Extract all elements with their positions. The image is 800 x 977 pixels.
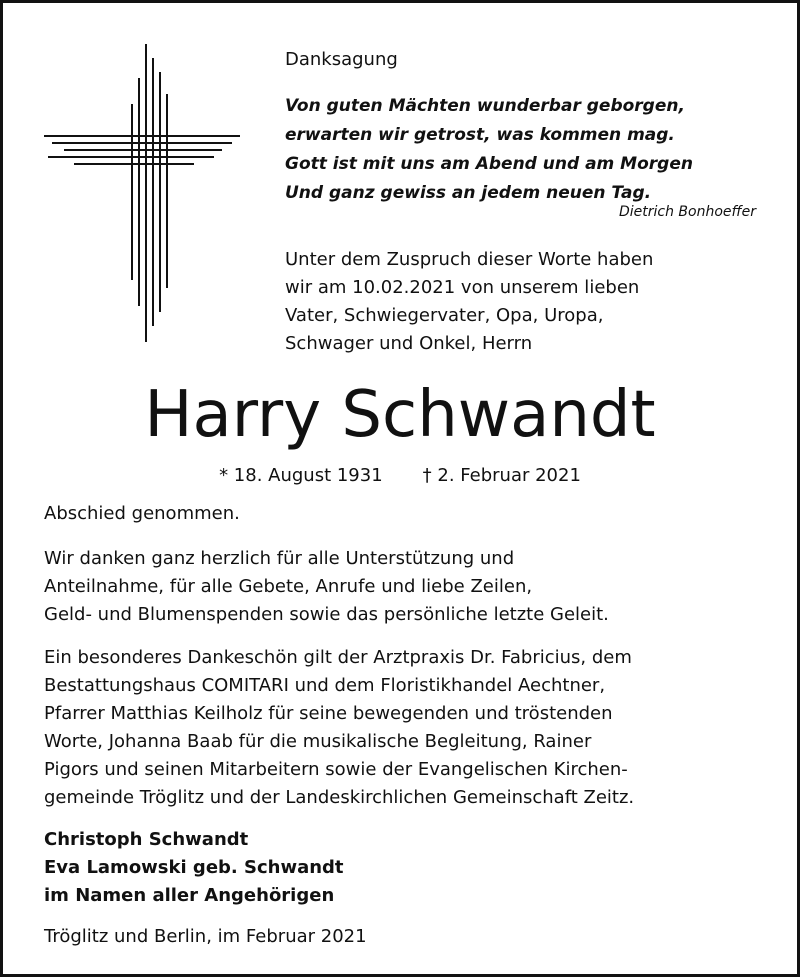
intro-line: Schwager und Onkel, Herrn <box>285 333 533 354</box>
life-dates <box>0 465 800 486</box>
thanks-general <box>44 545 609 629</box>
farewell-text: Abschied genommen. <box>44 503 240 524</box>
signer-line: im Namen aller Angehörigen <box>44 885 335 906</box>
thanks-line: Worte, Johanna Baab für die musikalische Begleitung, Rainer <box>44 731 592 752</box>
thanks-line: Geld- und Blumenspenden sowie das persönliche letzte Geleit. <box>44 604 609 625</box>
birth-date: * 18. August 1931 <box>219 465 383 486</box>
thanks-line: gemeinde Tröglitz und der Landeskirchlichen Gemeinschaft Zeitz. <box>44 787 635 808</box>
thanks-line: Ein besonderes Dankeschön gilt der Arztpraxis Dr. Fabricius, dem <box>44 647 632 668</box>
thanks-line: Bestattungshaus COMITARI und dem Floristikhandel Aechtner, <box>44 675 606 696</box>
signer-line: Eva Lamowski geb. Schwandt <box>44 857 344 878</box>
cross-icon <box>44 44 244 344</box>
thanks-line: Pigors und seinen Mitarbeitern sowie der Evangelischen Kirchen- <box>44 759 628 780</box>
signers <box>44 826 344 910</box>
thanks-line: Pfarrer Matthias Keilholz für seine bewegenden und tröstenden <box>44 703 613 724</box>
thanks-line: Wir danken ganz herzlich für alle Unterstützung und <box>44 548 515 569</box>
poem-line: Und ganz gewiss an jedem neuen Tag. <box>285 183 652 203</box>
poem-author: Dietrich Bonhoeffer <box>618 204 756 220</box>
poem <box>285 92 693 208</box>
signer-line: Christoph Schwandt <box>44 829 249 850</box>
poem-line: Von guten Mächten wunderbar geborgen, <box>285 96 685 116</box>
thanks-line: Anteilnahme, für alle Gebete, Anrufe und liebe Zeilen, <box>44 576 533 597</box>
death-date: † 2. Februar 2021 <box>422 465 581 486</box>
intro-text <box>285 246 653 358</box>
thanks-special <box>44 644 634 812</box>
intro-line: Vater, Schwiegervater, Opa, Uropa, <box>285 305 604 326</box>
poem-line: erwarten wir getrost, was kommen mag. <box>285 125 675 145</box>
place-date: Tröglitz und Berlin, im Februar 2021 <box>44 926 367 947</box>
heading-danksagung: Danksagung <box>285 49 398 70</box>
intro-line: Unter dem Zuspruch dieser Worte haben <box>285 249 654 270</box>
deceased-name: Harry Schwandt <box>144 378 656 452</box>
intro-line: wir am 10.02.2021 von unserem lieben <box>285 277 640 298</box>
poem-line: Gott ist mit uns am Abend und am Morgen <box>285 154 693 174</box>
